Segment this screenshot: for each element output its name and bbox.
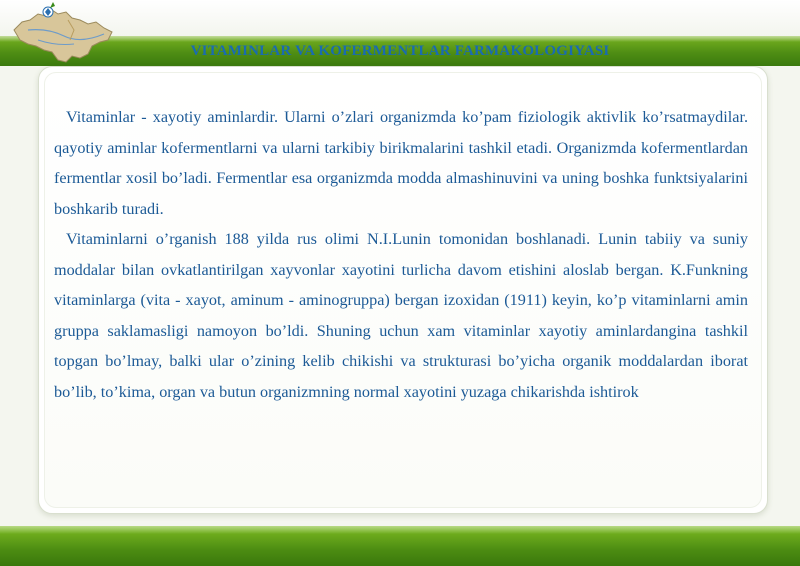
paragraph-vitamins-history: Vitaminlarni o’rganish 188 yilda rus olimi N.I.Lunin tomonidan boshlanadi. Lunin tabiiy va suniy moddalar bilan ovkatlantirilgan xayvonlar xayotini turlicha davom etishini aloslab bergan. K.Funkning vitaminlarga (vita - xayot, aminum - aminogruppa) bergan izoxidan (1911) keyin, ko’p vitaminlarni amin gruppa saklamasligi namoyon bo’ldi. Shuning uchun xam vitaminlar xayotiy aminlardangina tashkil topgan bo’lmay, balki ular o’zining kelib chikishi va strukturasi bo’yicha organik moddalardan iborat bo’lib, to’kima, organ va butun organizmning normal xayotini yuzaga chikarishda ishtirok bbox=[54, 230, 748, 401]
bottom-band-highlight bbox=[0, 526, 800, 534]
paragraph-vitamins-definition: Vitaminlar - xayotiy aminlardir. Ularni o’zlari organizmda ko’pam fiziologik aktivlik ko’rsatmaydilar. qayotiy aminlar kofermentlarni va ularni tarkibiy birikmalarini tashkil etadi. Organizmda kofermentlardan fermentlar xosil bo’ladi. Fermentlar esa organizmda modda almashinuvini va uning boshka funktsiyalarini boshkarib turadi. bbox=[54, 108, 748, 218]
slide-title: VITAMINLAR VA KOFERMENTLAR FARMAKOLOGIYASI bbox=[190, 43, 610, 58]
body-text bbox=[54, 102, 748, 407]
uzbekistan-map-logo-icon bbox=[8, 0, 118, 76]
top-background bbox=[0, 0, 800, 36]
